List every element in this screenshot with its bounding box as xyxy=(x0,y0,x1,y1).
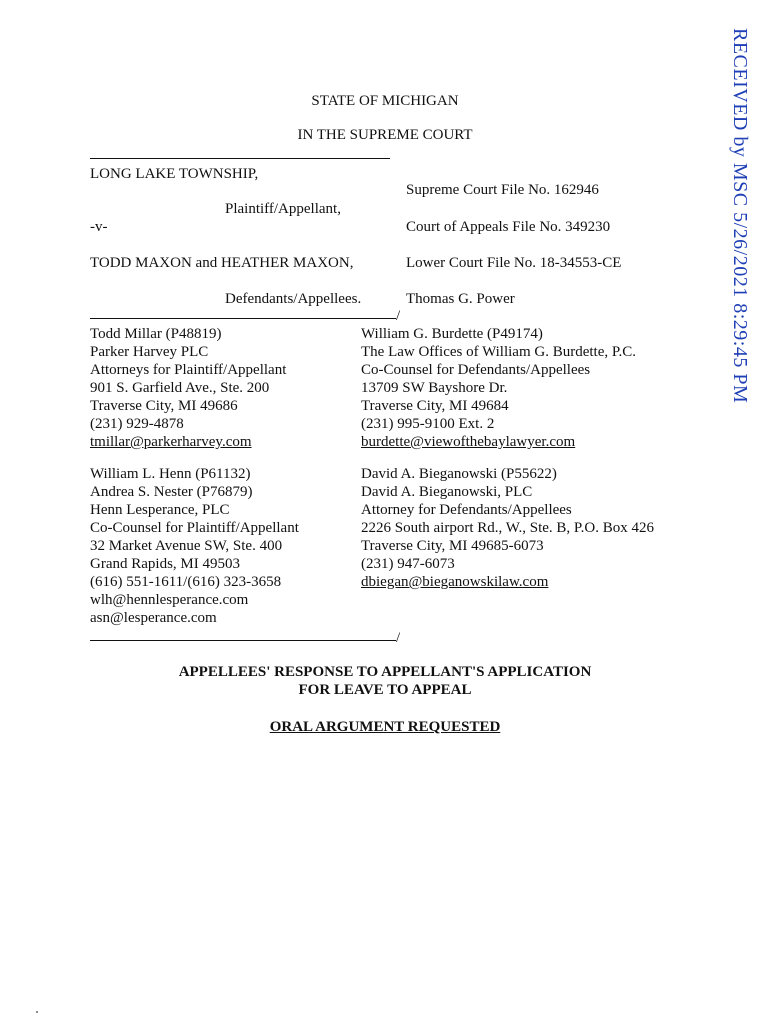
counsel-line: Co-Counsel for Plaintiff/Appellant xyxy=(90,520,299,536)
counsel-line: 2226 South airport Rd., W., Ste. B, P.O. Box 426 xyxy=(361,520,654,536)
counsel-line: Traverse City, MI 49686 xyxy=(90,398,238,414)
caption-slash: / xyxy=(396,308,401,324)
email-link[interactable]: burdette@viewofthebaylawyer.com xyxy=(361,434,576,450)
counsel-slash: / xyxy=(396,630,401,646)
counsel-line: Henn Lesperance, PLC xyxy=(90,502,230,518)
counsel-line: The Law Offices of William G. Burdette, P.C. xyxy=(361,344,637,360)
defendants-name: TODD MAXON and HEATHER MAXON, xyxy=(90,255,354,271)
counsel-line: William L. Henn (P61132) xyxy=(90,466,251,482)
counsel-line: 13709 SW Bayshore Dr. xyxy=(361,380,508,396)
supreme-court-file-no: Supreme Court File No. 162946 xyxy=(406,182,599,198)
counsel-line: (231) 995-9100 Ext. 2 xyxy=(361,416,495,432)
counsel-defendants-bieganowski xyxy=(361,465,654,591)
counsel-line: Parker Harvey PLC xyxy=(90,344,209,360)
counsel-line: William G. Burdette (P49174) xyxy=(361,326,543,342)
oral-argument-requested xyxy=(0,718,770,736)
counsel-line: Attorneys for Plaintiff/Appellant xyxy=(90,362,287,378)
counsel-line: (616) 551-1611/(616) 323-3658 xyxy=(90,574,282,590)
lower-court-file-no: Lower Court File No. 18-34553-CE xyxy=(406,255,622,271)
plaintiff-role: Plaintiff/Appellant, xyxy=(225,201,341,217)
defendants-role: Defendants/Appellees. xyxy=(225,291,362,307)
counsel-line: Traverse City, MI 49684 xyxy=(361,398,509,414)
counsel-line: David A. Bieganowski, PLC xyxy=(361,484,533,500)
versus: -v- xyxy=(90,219,108,235)
counsel-line: Attorney for Defendants/Appellees xyxy=(361,502,572,518)
counsel-line: (231) 947-6073 xyxy=(361,556,455,572)
document-title-line-2: FOR LEAVE TO APPEAL xyxy=(298,682,472,698)
judge-name: Thomas G. Power xyxy=(406,291,515,307)
plaintiff-name: LONG LAKE TOWNSHIP, xyxy=(90,166,259,182)
caption-bottom-rule xyxy=(90,318,396,319)
received-stamp: RECEIVED by MSC 5/26/2021 8:29:45 PM xyxy=(729,28,751,404)
counsel-plaintiff-parker-harvey xyxy=(90,325,286,451)
counsel-line: Todd Millar (P48819) xyxy=(90,326,222,342)
counsel-line: 32 Market Avenue SW, Ste. 400 xyxy=(90,538,283,554)
counsel-line: Co-Counsel for Defendants/Appellees xyxy=(361,362,591,378)
counsel-line: 901 S. Garfield Ave., Ste. 200 xyxy=(90,380,270,396)
page-mark xyxy=(36,1011,38,1013)
counsel-defendants-burdette xyxy=(361,325,636,451)
counsel-line: Andrea S. Nester (P76879) xyxy=(90,484,253,500)
counsel-line: David A. Bieganowski (P55622) xyxy=(361,466,557,482)
email-link[interactable]: dbiegan@bieganowskilaw.com xyxy=(361,574,549,590)
counsel-plaintiff-henn-lesperance xyxy=(90,465,299,627)
caption-top-rule xyxy=(90,158,390,159)
counsel-line: Traverse City, MI 49685-6073 xyxy=(361,538,544,554)
document-title-line-1: APPELLEES' RESPONSE TO APPELLANT'S APPLICATION xyxy=(178,664,592,680)
email-link[interactable]: tmillar@parkerharvey.com xyxy=(90,434,252,450)
email-text: asn@lesperance.com xyxy=(90,610,217,626)
court-of-appeals-file-no: Court of Appeals File No. 349230 xyxy=(406,219,611,235)
counsel-bottom-rule xyxy=(90,640,396,641)
counsel-line: (231) 929-4878 xyxy=(90,416,184,432)
state-heading: STATE OF MICHIGAN xyxy=(311,93,459,109)
court-heading: IN THE SUPREME COURT xyxy=(297,127,473,143)
oral-argument-text: ORAL ARGUMENT REQUESTED xyxy=(269,719,501,735)
counsel-line: Grand Rapids, MI 49503 xyxy=(90,556,240,572)
email-text: wlh@hennlesperance.com xyxy=(90,592,249,608)
